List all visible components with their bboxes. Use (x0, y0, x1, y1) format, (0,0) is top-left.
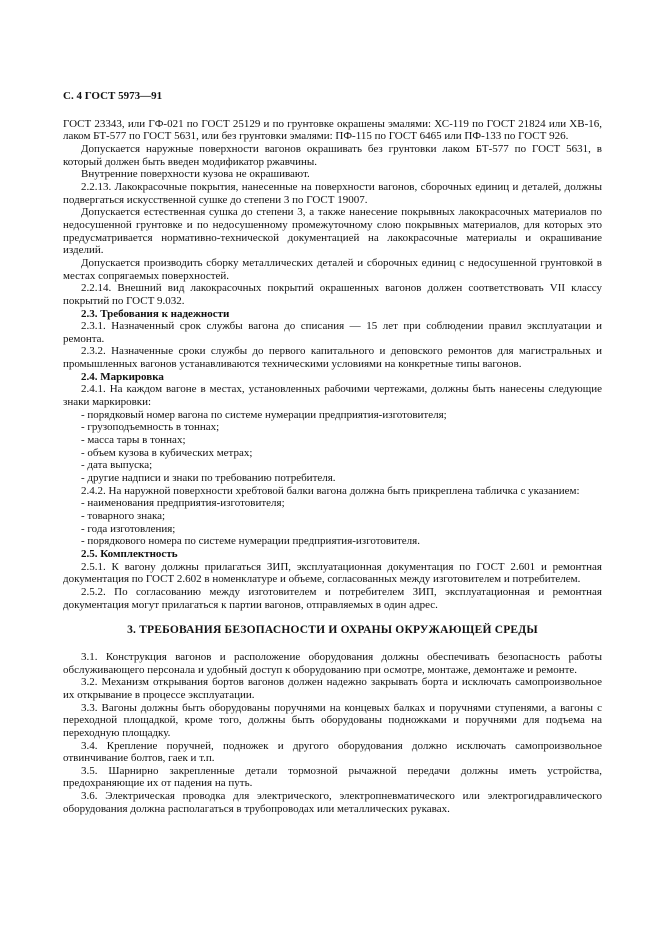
paragraph: Допускается естественная сушка до степени 3, а также нанесение покрывных лакокрасочных материалов по недосушенной грунтовке и по недосушенному промежуточному слою покрывных материалов, для которых это предусматривается нормативно-технической документацией на лакокрасочные материалы и окрашивание изделий. (63, 206, 602, 257)
list-item: - грузоподъемность в тоннах; (81, 421, 220, 434)
document-body (63, 118, 602, 816)
continuation: ГОСТ 23343, или ГФ-021 по ГОСТ 25129 и по грунтовке окрашены эмалями: ХС-119 по ГОСТ 21824 или ХВ-16, лаком БТ-577 по ГОСТ 5631, или без грунтовки эмалями: ПФ-115 по ГОСТ 6465 или ПФ-133 по ГОСТ 926. (63, 117, 602, 143)
paragraph: 3.5. Шарнирно закрепленные детали тормозной рычажной передачи должны иметь устройства, предохраняющие их от падения на путь. (63, 764, 602, 790)
paragraph: 2.3.1. Назначенный срок службы вагона до списания — 15 лет при соблюдении правил эксплуатации и ремонта. (63, 320, 602, 345)
chapter-heading: 3. ТРЕБОВАНИЯ БЕЗОПАСНОСТИ И ОХРАНЫ ОКРУЖАЮЩЕЙ СРЕДЫ (127, 624, 538, 637)
paragraph: 3.2. Механизм открывания бортов вагонов должен надежно закрывать борта и исключать самопроизвольное их открывание в процессе эксплуатации. (63, 676, 602, 701)
subheading: 2.5. Комплектность (81, 547, 178, 560)
list-item: - наименования предприятия-изготовителя; (81, 497, 285, 510)
subheading: 2.4. Маркировка (81, 370, 164, 383)
paragraph: 2.5.1. К вагону должны прилагаться ЗИП, эксплуатационная документация по ГОСТ 2.601 и ремонтная документация по ГОСТ 2.602 в номенклатуре и объеме, согласованных между изготовителем и потребителем. (63, 560, 602, 586)
paragraph: 3.4. Крепление поручней, подножек и другого оборудования должно исключать самопроизвольное отвинчивание болтов, гаек и т.п. (63, 739, 602, 765)
paragraph: Внутренние поверхности кузова не окрашивают. (81, 168, 310, 181)
paragraph: 2.2.14. Внешний вид лакокрасочных покрытий окрашенных вагонов должен соответствовать VII классу покрытий по ГОСТ 9.032. (63, 282, 602, 307)
paragraph: 3.1. Конструкция вагонов и расположение оборудования должны обеспечивать безопасность работы обслуживающего персонала и удобный доступ к оборудованию при осмотре, монтаже, демонтаже и ремонте. (63, 650, 602, 676)
paragraph: 3.3. Вагоны должны быть оборудованы поручнями на концевых балках и поручнями ступенями, а вагоны с переходной площадкой, кроме того, должны быть оборудованы подножками и поручнями для подъема на переходную площадку. (63, 701, 602, 739)
paragraph: 2.4.1. На каждом вагоне в местах, установленных рабочими чертежами, должны быть нанесены следующие знаки маркировки: (63, 383, 602, 409)
page-header: С. 4 ГОСТ 5973—91 (63, 90, 163, 102)
list-item: - другие надписи и знаки по требованию потребителя. (81, 472, 336, 485)
paragraph: 3.6. Электрическая проводка для электрического, электропневматического или электрогидравлического оборудования должна располагаться в трубопроводах или металлических рукавах. (63, 790, 602, 815)
list-item: - порядковый номер вагона по системе нумерации предприятия-изготовителя; (81, 408, 447, 421)
list-item: - объем кузова в кубических метрах; (81, 446, 253, 459)
paragraph: 2.5.2. По согласованию между изготовителем и потребителем ЗИП, эксплуатационная и ремонтная документация могут прилагаться к партии вагонов, отправляемых в один адрес. (63, 585, 602, 611)
paragraph: Допускается наружные поверхности вагонов окрашивать без грунтовки лаком БТ-577 по ГОСТ 5631, в который должен быть введен модификатор ржавчины. (63, 142, 602, 168)
list-item: - масса тары в тоннах; (81, 434, 186, 447)
list-item: - порядкового номера по системе нумерации предприятия-изготовителя. (81, 535, 420, 548)
paragraph: 2.2.13. Лакокрасочные покрытия, нанесенные на поверхности вагонов, сборочных единиц и деталей, должны подвергаться искусственной сушке до степени 3 по ГОСТ 19007. (63, 180, 602, 206)
list-item: - года изготовления; (81, 522, 176, 535)
list-item: - товарного знака; (81, 510, 166, 522)
paragraph: 2.4.2. На наружной поверхности хребтовой балки вагона должна быть прикреплена табличка с указанием: (81, 484, 580, 497)
paragraph: Допускается производить сборку металлических деталей и сборочных единиц с недосушенной грунтовкой в местах сопрягаемых поверхностей. (63, 256, 602, 282)
paragraph: 2.3.2. Назначенные сроки службы до первого капитального и деповского ремонтов для магистральных и промышленных вагонов устанавливаются техническими условиями на конкретные типы вагонов. (63, 345, 602, 371)
list-item: - дата выпуска; (81, 459, 153, 472)
subheading: 2.3. Требования к надежности (81, 307, 230, 320)
